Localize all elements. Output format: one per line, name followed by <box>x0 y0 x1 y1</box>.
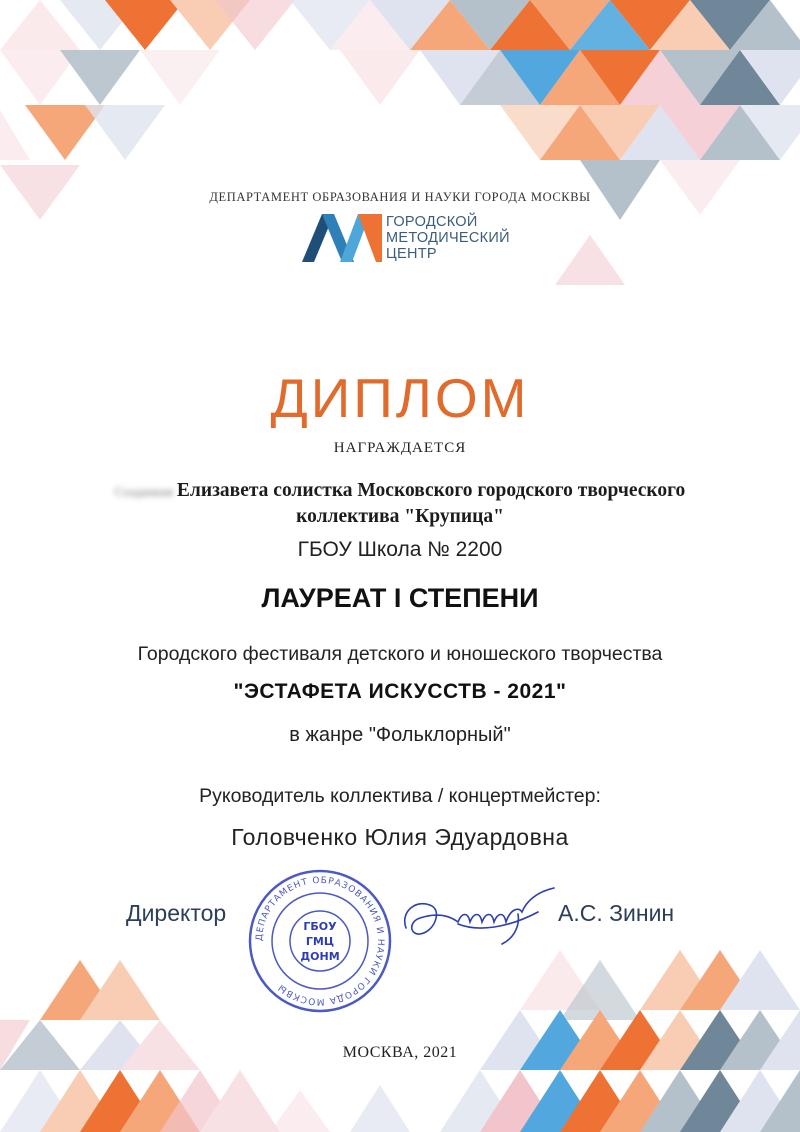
leader-name: Головченко Юлия Эдуардовна <box>231 824 569 850</box>
recipient-line-2: коллектива "Крупица" <box>296 506 504 527</box>
diploma-title: ДИПЛОМ <box>270 367 530 429</box>
leader-label: Руководитель коллектива / концертмейстер: <box>199 785 601 807</box>
department-heading: ДЕПАРТАМЕНТ ОБРАЗОВАНИЯ И НАУКИ ГОРОДА МОСКВЫ <box>209 190 591 204</box>
stamp-line-1: ГБОУ <box>303 920 337 933</box>
stamp-line-3: ДОНМ <box>300 950 340 963</box>
event-name: "ЭСТАФЕТА ИСКУССТВ - 2021" <box>233 680 567 703</box>
stamp-line-2: ГМЦ <box>305 935 335 948</box>
logo-line-3: ЦЕНТР <box>386 246 437 262</box>
official-stamp-icon <box>245 866 395 1016</box>
school-name: ГБОУ Школа № 2200 <box>297 538 503 561</box>
award-rank: ЛАУРЕАТ I СТЕПЕНИ <box>261 583 539 613</box>
director-signature-icon <box>398 882 568 960</box>
stamp-ring-text: ДЕПАРТАМЕНТ ОБРАЗОВАНИЯ И НАУКИ ГОРОДА МОСКВЫ <box>254 875 386 1007</box>
recipient-line-1-text: Елизавета солистка Московского городского творческого <box>176 480 686 501</box>
recipient <box>60 478 740 529</box>
genre: в жанре "Фольклорный" <box>289 724 511 746</box>
recipient-line-1 <box>60 478 740 504</box>
logo-line-1: ГОРОДСКОЙ <box>386 214 478 230</box>
awarded-label: НАГРАЖДАЕТСЯ <box>333 440 467 456</box>
recipient-surname-blurred: Созданная <box>114 484 173 499</box>
festival-name: Городского фестиваля детского и юношеского творчества <box>137 643 663 665</box>
logo-text <box>386 214 510 262</box>
city-year: МОСКВА, 2021 <box>342 1044 458 1061</box>
logo-line-2: МЕТОДИЧЕСКИЙ <box>386 230 510 246</box>
director-label: Директор <box>126 900 227 926</box>
director-name: А.С. Зинин <box>558 900 675 926</box>
